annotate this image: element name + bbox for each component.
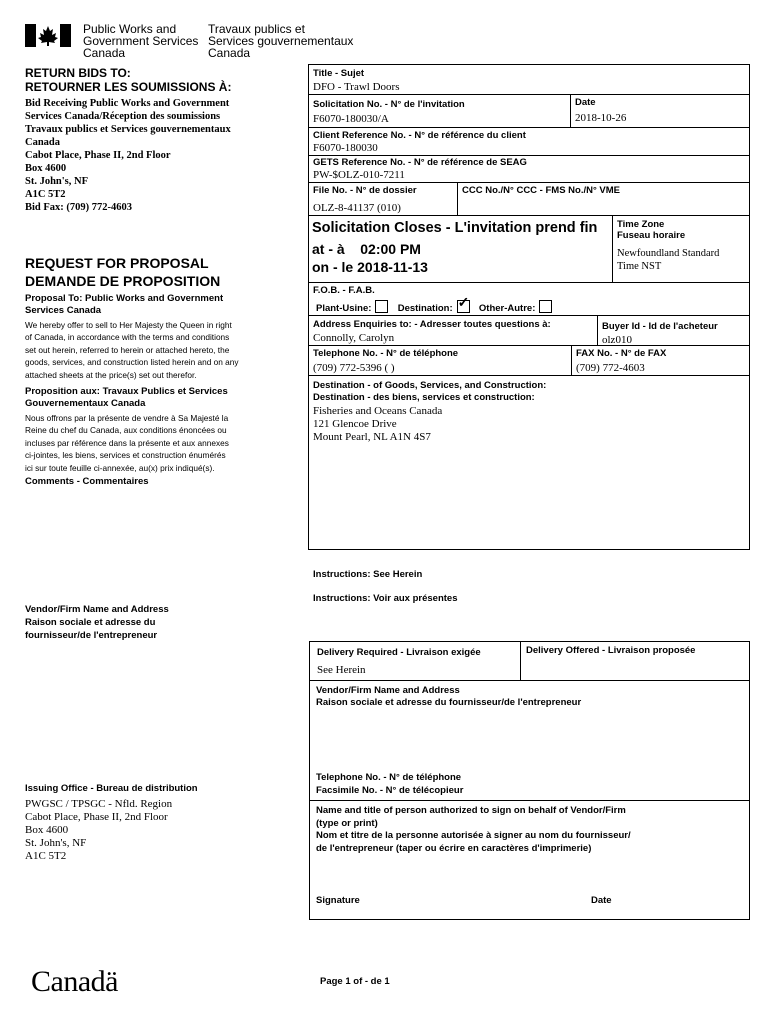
vendor-firm-label: Vendor/Firm Name and Address Raison sociale et adresse du fournisseur/de l'entrepreneur	[316, 685, 582, 708]
vendor-tel-fax-label: Telephone No. - N° de téléphone Facsimile No. - N° de télécopieur	[316, 772, 464, 796]
vendor-firm-label-left: Vendor/Firm Name and Address Raison sociale et adresse du fournisseur/de l'entrepreneur	[25, 604, 169, 641]
address-enquiries-label: Address Enquiries to: - Adresser toutes questions à:	[313, 319, 551, 330]
address-enquiries-value: Connolly, Carolyn	[313, 332, 395, 344]
page-number: Page 1 of - de 1	[320, 976, 390, 987]
solicitation-no-value: F6070-180030/A	[313, 113, 389, 125]
proposal-to-label: Proposal To: Public Works and Government Services Canada	[25, 293, 224, 316]
destination-label: Destination:	[397, 303, 453, 314]
client-ref-label: Client Reference No. - N° de référence du client	[313, 130, 526, 141]
fax-value: (709) 772-4603	[576, 362, 645, 374]
proposition-label: Proposition aux: Travaux Publics et Services Gouvernementaux Canada	[25, 386, 228, 409]
signature-label: Signature	[316, 895, 360, 906]
time-zone-value: Newfoundland Standard Time NST	[617, 248, 720, 272]
solicitation-no-label: Solicitation No. - N° de l'invitation	[313, 99, 465, 110]
solicitation-closes-title: Solicitation Closes - L'invitation prend fin	[312, 220, 598, 236]
other-checkbox[interactable]	[539, 300, 552, 313]
canada-flag-icon	[25, 24, 71, 47]
on-value: 2018-11-13	[357, 259, 428, 275]
at-label: at - à	[312, 241, 345, 257]
proposition-text: Nous offrons par la présente de vendre à Sa Majesté la Reine du chef du Canada, aux conditions énoncées ou incluses par référence dans la présente et aux annexes ci-jointes, les biens, services et construction énumérés ici sur toute feuille ci-annexée, au(x) prix indiqué(s).	[25, 413, 229, 473]
return-bids-title: RETURN BIDS TO: RETOURNER LES SOUMISSIONS À:	[25, 66, 232, 94]
buyer-id-label: Buyer Id - Id de l'acheteur	[602, 321, 718, 332]
fob-label: F.O.B. - F.A.B.	[313, 285, 375, 296]
date-label: Date	[575, 97, 596, 108]
delivery-required-value: See Herein	[317, 664, 366, 676]
delivery-required-label: Delivery Required - Livraison exigée	[317, 647, 481, 658]
file-no-label: File No. - N° de dossier	[313, 185, 417, 196]
dept-name-fr: Travaux publics et Services gouvernementaux Canada	[208, 22, 354, 60]
return-bids-address: Bid Receiving Public Works and Government Services Canada/Réception des soumissions Travaux publics et Services gouvernementaux Canada Cabot Place, Phase II, 2nd Floor Box 4600 St. John's, NF A1C 5T2 Bid Fax: (709) 772-4603	[25, 98, 231, 213]
dept-name-en: Public Works and Government Services Canada	[83, 22, 199, 60]
gets-ref-value: PW-$OLZ-010-7211	[313, 169, 405, 181]
file-no-value: OLZ-8-41137 (010)	[313, 202, 401, 214]
issuing-office-label: Issuing Office - Bureau de distribution	[25, 783, 198, 794]
destination-checkbox[interactable]	[457, 300, 470, 313]
client-ref-value: F6070-180030	[313, 142, 378, 154]
closing-time	[312, 241, 421, 258]
telephone-value: (709) 772-5396 ( )	[313, 362, 395, 374]
destination-goods-address: Fisheries and Oceans Canada 121 Glencoe Drive Mount Pearl, NL A1N 4S7	[313, 405, 443, 443]
issuing-office-address: PWGSC / TPSGC - Nfld. Region Cabot Place, Phase II, 2nd Floor Box 4600 St. John's, NF A1C 5T2	[25, 798, 173, 862]
rfp-title: REQUEST FOR PROPOSAL DEMANDE DE PROPOSITION	[25, 255, 221, 289]
canada-wordmark: Canadä	[31, 965, 118, 998]
proposal-to-text: We hereby offer to sell to Her Majesty the Queen in right of Canada, in accordance with the terms and conditions set out herein, referred to herein or attached hereto, the goods, services, and construction listed herein and on any attached sheets at the price(s) set out therefor.	[25, 320, 239, 380]
date-value: 2018-10-26	[575, 112, 627, 124]
ccc-no-label: CCC No./N° CCC - FMS No./N° VME	[462, 185, 621, 196]
fax-label: FAX No. - N° de FAX	[576, 348, 667, 359]
destination-goods-label: Destination - of Goods, Services, and Construction: Destination - des biens, services et construction:	[313, 380, 547, 403]
authorized-person-label: Name and title of person authorized to sign on behalf of Vendor/Firm (type or print) Nom et titre de la personne autorisée à signer au nom du fournisseur/ de l'entrepreneur (taper ou écrire en caractères d'imprimerie)	[316, 805, 631, 854]
comments-label: Comments - Commentaires	[25, 476, 149, 487]
instructions-fr: Instructions: Voir aux présentes	[313, 593, 458, 604]
title-value: DFO - Trawl Doors	[313, 81, 400, 93]
plant-checkbox[interactable]	[375, 300, 388, 313]
signature-date-label: Date	[591, 895, 612, 906]
other-label: Other-Autre:	[478, 303, 536, 314]
title-label: Title - Sujet	[313, 68, 365, 79]
time-zone-label: Time Zone Fuseau horaire	[617, 219, 686, 241]
closing-date	[312, 259, 428, 276]
telephone-label: Telephone No. - N° de téléphone	[313, 348, 459, 359]
buyer-id-value: olz010	[602, 334, 632, 346]
at-value: 02:00 PM	[360, 241, 421, 257]
instructions-en: Instructions: See Herein	[313, 569, 423, 580]
plant-label: Plant-Usine:	[316, 303, 372, 314]
on-label: on - le	[312, 259, 354, 275]
fob-options	[316, 300, 556, 314]
gets-ref-label: GETS Reference No. - N° de référence de SEAG	[313, 157, 527, 168]
delivery-offered-label: Delivery Offered - Livraison proposée	[526, 645, 696, 656]
